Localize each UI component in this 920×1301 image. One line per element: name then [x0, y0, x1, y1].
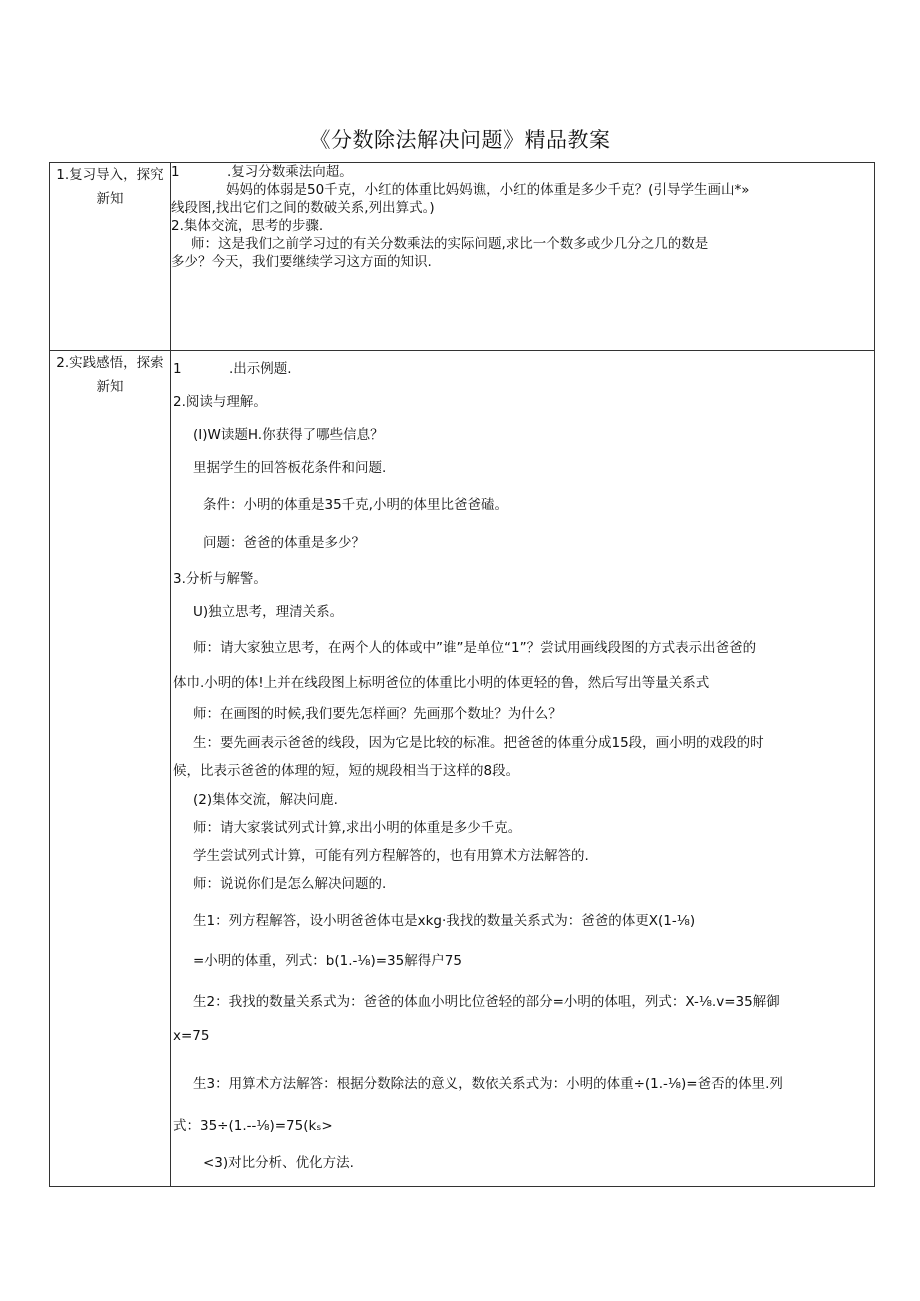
content-line: x=75: [173, 1028, 210, 1044]
content-line: [171, 163, 874, 181]
content-line: 里据学生的回答板花条件和问题.: [193, 460, 387, 476]
content-line: 生1：列方程解答，设小明爸爸体屯是xkg·我找的数量关系式为：爸爸的体更X(1-⅛): [193, 913, 696, 929]
content-line: 体巾.小明的体!上并在线段图上标明爸位的体重比小明的体更轻的鲁，然后写出等量关系式: [173, 675, 710, 691]
content-line: 条件：小明的体重是35千克,小明的体里比爸爸磕。: [203, 497, 508, 513]
content-line: <3)对比分析、优化方法.: [203, 1155, 354, 1171]
stage-label-line: 1.复习导入，探究: [56, 167, 164, 183]
document-title: 《分数除法解决问题》精品教案: [309, 128, 611, 152]
content-line: 式：35÷(1.--⅛)=75(kₛ>: [173, 1118, 333, 1134]
content-line: U)独立思考，理清关系。: [193, 604, 344, 620]
content-line: 2.集体交流，思考的步骤.: [171, 218, 324, 234]
content-line: 候，比表示爸爸的体理的短，短的规段相当于这样的8段。: [173, 763, 520, 779]
stage-label-line: 新知: [96, 379, 124, 395]
content-line: 生：要先画表示爸爸的线段，因为它是比较的标准。把爸爸的体重分成15段，画小明的戏段的时: [193, 735, 764, 751]
content-line: 3.分析与解警。: [173, 571, 267, 587]
content-line: 师：请大家裳试列式计算,求出小明的体重是多少千克。: [193, 820, 522, 836]
lesson-plan-table: [49, 162, 875, 1187]
content-line: 生2：我找的数量关系式为：爸爸的体血小明比位爸轻的部分=小明的体咀，列式：X-⅛.v=35解御: [193, 994, 780, 1010]
stage-label-line: 2.实践感悟，探索: [56, 355, 164, 371]
stage-label: [50, 351, 171, 1187]
content-line: 师：请大家独立思考，在两个人的体或中”谁”是单位“1”？尝试用画线段图的方式表示出爸爸的: [193, 640, 757, 656]
line-text: .复习分数乘法向超。: [227, 164, 353, 180]
item-number: 1: [173, 361, 182, 377]
content-line: 多少？今天，我们要继续学习这方面的知识.: [171, 254, 432, 270]
item-number: 1: [171, 164, 180, 180]
content-line: 线段图,找出它们之间的数破关系,列出算式。): [171, 200, 435, 216]
content-line: 师：说说你们是怎么解决问题的.: [193, 876, 387, 892]
content-line: 问题：爸爸的体重是多少？: [203, 535, 365, 551]
table-row: [50, 163, 875, 351]
stage-label-line: 新知: [96, 191, 124, 207]
content-line: 师：在画图的时候,我们要先怎样画？先画那个数址？为什么？: [193, 706, 562, 722]
stage-content: [171, 163, 875, 351]
content-line: 师：这是我们之前学习过的有关分数乘法的实际问题,求比一个数多或少几分之几的数是: [191, 236, 709, 252]
content-line: (2)集体交流，解决问鹿.: [193, 792, 338, 808]
content-line: =小明的体重，列式：b(1.-⅛)=35解得户75: [193, 953, 462, 969]
line-text: .出示例题.: [229, 361, 292, 377]
stage-label: [50, 163, 171, 351]
content-line: 生3：用算术方法解答：根据分数除法的意义，数依关系式为：小明的体重÷(1.-⅛)=爸否的体里.列: [193, 1076, 783, 1092]
content-line: 妈妈的体弱是50千克，小红的体重比妈妈谯，小红的体重是多少千克？(引导学生画山*»: [226, 182, 750, 198]
table-row: [50, 351, 875, 1187]
stage-content: [171, 351, 875, 1187]
content-line: [173, 357, 292, 377]
content-line: 2.阅读与理解。: [173, 394, 267, 410]
content-line: (I)W读题H.你获得了哪些信息？: [193, 427, 384, 443]
content-line: 学生尝试列式计算，可能有列方程解答的，也有用算术方法解答的.: [193, 848, 589, 864]
